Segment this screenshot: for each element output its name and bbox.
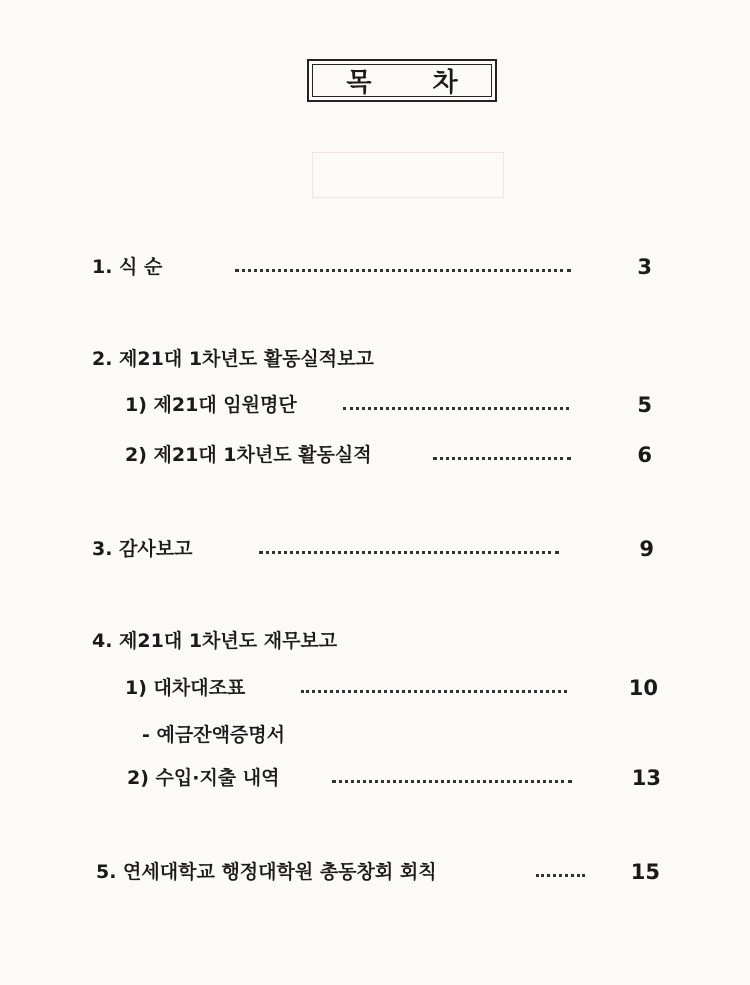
toc-page-number: 3: [637, 255, 652, 279]
toc-entry[interactable]: [125, 673, 660, 703]
toc-page-number: 13: [631, 766, 661, 790]
toc-page-number: 15: [630, 860, 660, 884]
toc-entry-label: 3. 감사보고: [92, 538, 193, 560]
toc-leader-dots: [301, 690, 567, 693]
toc-entry[interactable]: [125, 440, 655, 470]
title-box: [307, 59, 497, 102]
toc-page-number: 5: [637, 393, 652, 417]
toc-leader-dots: [259, 551, 559, 554]
toc-leader-dots: [536, 874, 585, 877]
toc-entry-label: 4. 제21대 1차년도 재무보고: [92, 630, 338, 652]
toc-entry-label: 2) 제21대 1차년도 활동실적: [125, 444, 372, 466]
toc-entry[interactable]: [142, 720, 442, 750]
toc-entry[interactable]: [92, 626, 662, 656]
toc-entry-label: 1) 제21대 임원명단: [125, 394, 297, 416]
toc-entry[interactable]: [92, 344, 662, 374]
toc-leader-dots: [235, 269, 571, 272]
toc-entry[interactable]: [125, 390, 655, 420]
toc-page-number: 9: [639, 537, 654, 561]
page-title: 목 차: [346, 68, 484, 98]
toc-leader-dots: [433, 457, 571, 460]
toc-page-number: 10: [628, 676, 658, 700]
toc-entry[interactable]: [127, 763, 660, 793]
toc-entry[interactable]: [92, 252, 662, 282]
toc-page-number: 6: [637, 443, 652, 467]
toc-entry-label: 1) 대차대조표: [125, 677, 246, 699]
toc-entry-label: - 예금잔액증명서: [142, 724, 285, 746]
toc-entry-label: 2. 제21대 1차년도 활동실적보고: [92, 348, 374, 370]
toc-entry-label: 1. 식 순: [92, 256, 163, 278]
bleed-through-box: [312, 152, 504, 198]
toc-entry[interactable]: [92, 534, 662, 564]
toc-leader-dots: [343, 407, 569, 410]
toc-entry[interactable]: [96, 857, 662, 887]
toc-leader-dots: [332, 780, 572, 783]
toc-entry-label: 5. 연세대학교 행정대학원 총동창회 회칙: [96, 861, 437, 883]
toc-entry-label: 2) 수입·지출 내역: [127, 767, 280, 789]
